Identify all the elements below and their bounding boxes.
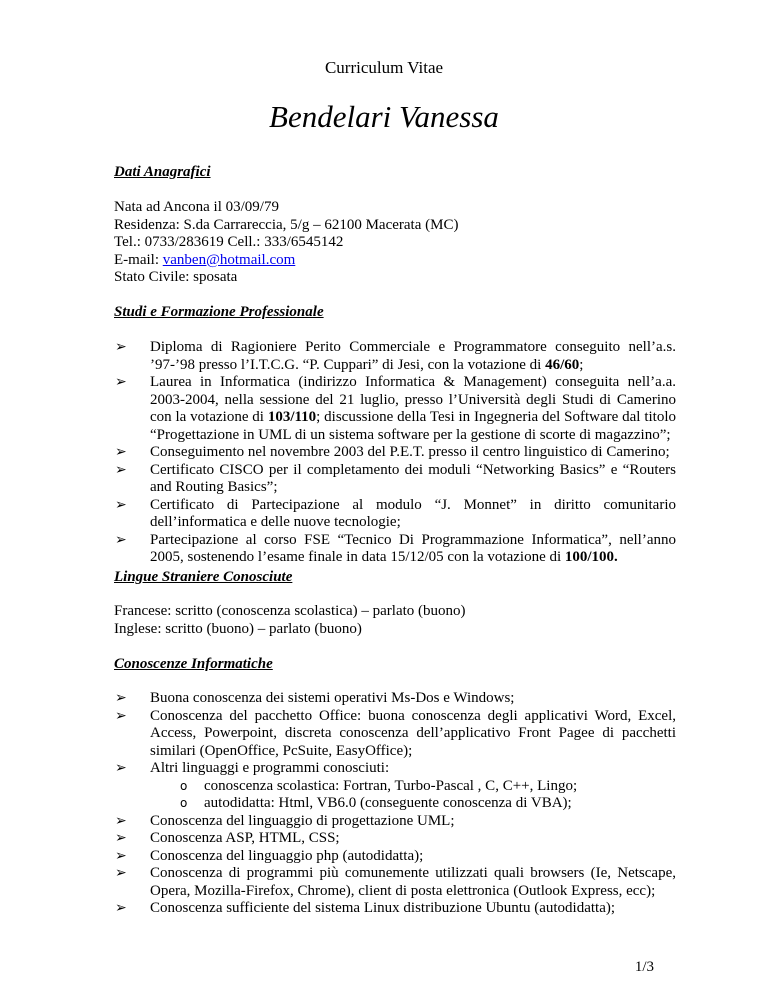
arrow-bullet-icon: ➢ bbox=[115, 847, 127, 864]
informatiche-list bbox=[114, 690, 676, 918]
lingua-line: Francese: scritto (conoscenza scolastica) – parlato (buono) bbox=[114, 603, 466, 619]
person-name: Bendelari Vanessa bbox=[269, 99, 499, 134]
lingua-line: Inglese: scritto (buono) – parlato (buono) bbox=[114, 620, 362, 637]
arrow-bullet-icon: ➢ bbox=[115, 461, 127, 478]
page-number: 1/3 bbox=[634, 959, 654, 975]
list-item: ➢ Diploma di Ragioniere Perito Commerciale e Programmatore conseguito nell’a.s. ’97-’98 presso l’I.T.C.G. “P. Cuppari” di Jesi, con la votazione di 46/60; bbox=[115, 339, 676, 373]
arrow-bullet-icon: ➢ bbox=[115, 830, 127, 846]
list-item: ➢ Conseguimento nel novembre 2003 del P.E.T. presso il centro linguistico di Camerino; bbox=[115, 444, 670, 460]
arrow-bullet-icon: ➢ bbox=[115, 812, 127, 829]
list-item: ➢ Conoscenza di programmi più comunemente utilizzati quali browsers (Ie, Netscape, Opera, Mozilla-Firefox, Chrome), client di posta elettronica (Outlook Express, ecc); bbox=[115, 865, 676, 899]
sub-list bbox=[150, 778, 676, 813]
anagrafica-block bbox=[114, 199, 674, 287]
arrow-bullet-icon: ➢ bbox=[115, 531, 127, 548]
sub-list-item: o conoscenza scolastica: Fortran, Turbo-Pascal , C, C++, Lingo; bbox=[180, 777, 578, 794]
anagrafica-line: Residenza: S.da Carrareccia, 5/g – 62100 Macerata (MC) bbox=[114, 216, 459, 233]
lingue-block bbox=[114, 603, 674, 638]
arrow-bullet-icon: ➢ bbox=[115, 339, 127, 355]
arrow-bullet-icon: ➢ bbox=[115, 496, 127, 513]
arrow-bullet-icon: ➢ bbox=[115, 374, 127, 390]
email-label: E-mail: bbox=[114, 251, 163, 268]
arrow-bullet-icon: ➢ bbox=[115, 900, 127, 916]
list-item: ➢ Laurea in Informatica (indirizzo Informatica & Management) conseguita nell’a.a. 2003-2004, nella sessione del 21 luglio, presso l’Università degli Studi di Camerino con la votazione di 103/110; discussione della Tesi in Ingegneria del Software dal titolo “Progettazione in UML di un sistema software per la gestione di scorte di magazzino”; bbox=[115, 374, 676, 443]
circle-bullet-icon: o bbox=[180, 778, 188, 793]
stato-civile: Stato Civile: sposata bbox=[114, 269, 238, 285]
list-item: ➢ Conoscenza ASP, HTML, CSS; bbox=[115, 830, 340, 846]
section-title-anagrafica: Dati Anagrafici bbox=[114, 164, 211, 180]
studi-list bbox=[114, 339, 676, 567]
sub-list-item: o autodidatta: Html, VB6.0 (conseguente conoscenza di VBA); bbox=[180, 795, 572, 811]
section-title-lingue: Lingue Straniere Conosciute bbox=[114, 569, 293, 585]
list-item: ➢ Partecipazione al corso FSE “Tecnico Di Programmazione Informatica”, nell’anno 2005, sostenendo l’esame finale in data 15/12/05 con la votazione di 100/100. bbox=[115, 531, 676, 565]
document-title: Curriculum Vitae bbox=[324, 58, 444, 77]
circle-bullet-icon: o bbox=[180, 796, 188, 810]
section-title-studi: Studi e Formazione Professionale bbox=[114, 304, 324, 320]
arrow-bullet-icon: ➢ bbox=[115, 444, 127, 460]
list-item: ➢ Conoscenza del linguaggio di progettazione UML; bbox=[115, 812, 455, 829]
arrow-bullet-icon: ➢ bbox=[115, 865, 127, 881]
list-item: ➢ Conoscenza del pacchetto Office: buona conoscenza degli applicativi Word, Excel, Access, Powerpoint, discreta conoscenza dell’applicativo Front Pagee di pacchetti similari (OpenOffice, PcSuite, EasyOffice); bbox=[115, 707, 676, 759]
list-item: ➢ Buona conoscenza dei sistemi operativi Ms-Dos e Windows; bbox=[115, 690, 515, 706]
email-line bbox=[114, 252, 674, 270]
list-item: ➢ Conoscenza del linguaggio php (autodidatta); bbox=[115, 847, 424, 864]
list-item: ➢ Conoscenza sufficiente del sistema Linux distribuzione Ubuntu (autodidatta); bbox=[115, 900, 616, 916]
arrow-bullet-icon: ➢ bbox=[115, 760, 127, 776]
list-item: ➢ Certificato CISCO per il completamento dei moduli “Networking Basics” e “Routers and Routing Basics”; bbox=[115, 461, 676, 495]
email-link[interactable]: vanben@hotmail.com bbox=[162, 251, 296, 268]
arrow-bullet-icon: ➢ bbox=[115, 707, 127, 724]
arrow-bullet-icon: ➢ bbox=[115, 690, 127, 706]
list-item: ➢ Certificato di Partecipazione al modulo “J. Monnet” in diritto comunitario dell’informatica e delle nuove tecnologie; bbox=[115, 496, 676, 530]
anagrafica-line: Nata ad Ancona il 03/09/79 bbox=[114, 199, 279, 215]
section-title-informatiche: Conoscenze Informatiche bbox=[114, 656, 273, 672]
list-item: ➢ Altri linguaggi e programmi conosciuti: o conoscenza scolastica: Fortran, Turbo-Pascal , C, C++, Lingo; o autodidatta: Html, VB6.0 (conseguente conoscenza di VBA); bbox=[114, 760, 676, 813]
anagrafica-line: Tel.: 0733/283619 Cell.: 333/6545142 bbox=[114, 234, 344, 250]
